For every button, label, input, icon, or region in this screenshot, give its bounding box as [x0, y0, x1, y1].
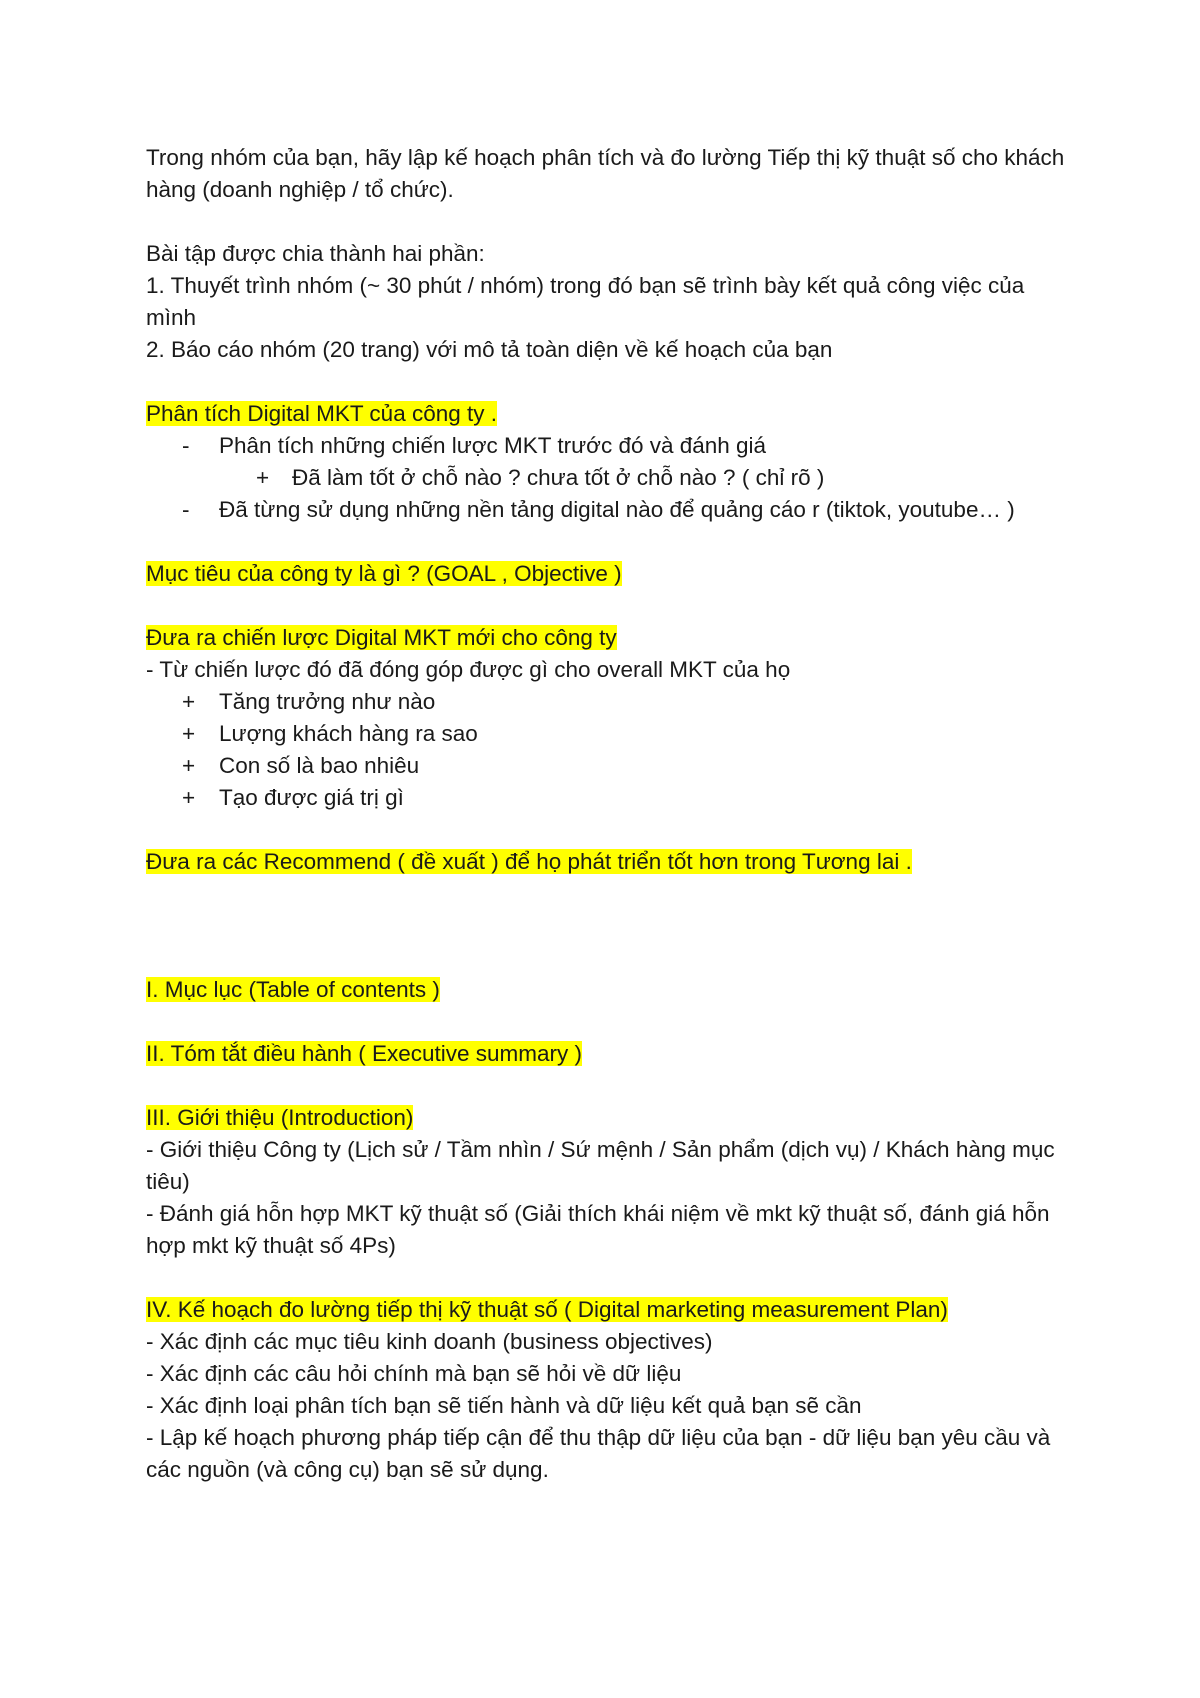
recommend-heading-text: Đưa ra các Recommend ( đề xuất ) để họ phát triển tốt hơn trong Tương lai .	[146, 849, 912, 874]
document-page	[146, 142, 1076, 1486]
plan-item: - Xác định các mục tiêu kinh doanh (business objectives)	[146, 1329, 713, 1354]
plan-heading	[146, 1294, 1076, 1326]
plan-item: - Lập kế hoạch phương pháp tiếp cận để thu thập dữ liệu của bạn - dữ liệu bạn yêu cầu và các nguồn (và công cụ) bạn sẽ sử dụng.	[146, 1425, 1051, 1482]
analysis-item-1-sub: Đã làm tốt ở chỗ nào ? chưa tốt ở chỗ nào ? ( chỉ rõ )	[292, 465, 825, 490]
part-2: 2. Báo cáo nhóm (20 trang) với mô tả toàn diện về kế hoạch của bạn	[146, 337, 833, 362]
intro-item-1: - Giới thiệu Công ty (Lịch sử / Tầm nhìn / Sứ mệnh / Sản phẩm (dịch vụ) / Khách hàng mục tiêu)	[146, 1137, 1055, 1194]
strategy-item: Tạo được giá trị gì	[219, 785, 404, 810]
plan-item: - Xác định các câu hỏi chính mà bạn sẽ hỏi về dữ liệu	[146, 1361, 682, 1386]
intro-item-2: - Đánh giá hỗn hợp MKT kỹ thuật số (Giải thích khái niệm về mkt kỹ thuật số, đánh giá hỗn hợp mkt kỹ thuật số 4Ps)	[146, 1201, 1050, 1258]
strategy-heading	[146, 622, 1076, 654]
analysis-heading	[146, 398, 1076, 430]
parts-title: Bài tập được chia thành hai phần:	[146, 241, 485, 266]
part-1: 1. Thuyết trình nhóm (~ 30 phút / nhóm) trong đó bạn sẽ trình bày kết quả công việc của mình	[146, 273, 1025, 330]
list-item	[146, 686, 1076, 718]
strategy-item: Con số là bao nhiêu	[219, 753, 420, 778]
list-item	[146, 494, 1076, 526]
plus-marker: +	[182, 753, 196, 778]
analysis-item-1: Phân tích những chiến lược MKT trước đó và đánh giá	[219, 433, 767, 458]
intro-paragraph: Trong nhóm của bạn, hãy lập kế hoạch phân tích và đo lường Tiếp thị kỹ thuật số cho khách hàng (doanh nghiệp / tổ chức).	[146, 145, 1065, 202]
toc-heading	[146, 974, 1076, 1006]
strategy-item: Tăng trưởng như nào	[219, 689, 436, 714]
intro-heading	[146, 1102, 1076, 1134]
exec-heading	[146, 1038, 1076, 1070]
strategy-heading-text: Đưa ra chiến lược Digital MKT mới cho công ty	[146, 625, 617, 650]
dash-marker: -	[182, 497, 190, 522]
strategy-item: Lượng khách hàng ra sao	[219, 721, 478, 746]
analysis-item-2: Đã từng sử dụng những nền tảng digital nào để quảng cáo r (tiktok, youtube… )	[219, 497, 1015, 522]
list-item	[146, 430, 1076, 462]
strategy-list	[146, 686, 1076, 814]
plus-marker: +	[182, 785, 196, 810]
list-item	[146, 750, 1076, 782]
dash-marker: -	[182, 433, 190, 458]
goal-heading-text: Mục tiêu của công ty là gì ? (GOAL , Objective )	[146, 561, 622, 586]
list-item	[146, 782, 1076, 814]
exec-heading-text: II. Tóm tắt điều hành ( Executive summary )	[146, 1041, 583, 1066]
plan-heading-text: IV. Kế hoạch đo lường tiếp thị kỹ thuật số ( Digital marketing measurement Plan)	[146, 1297, 948, 1322]
analysis-heading-text: Phân tích Digital MKT của công ty .	[146, 401, 498, 426]
goal-heading	[146, 558, 1076, 590]
recommend-heading	[146, 846, 1076, 878]
plus-marker: +	[182, 721, 196, 746]
list-item	[146, 462, 1076, 494]
plus-marker: +	[256, 465, 270, 490]
plan-item: - Xác định loại phân tích bạn sẽ tiến hành và dữ liệu kết quả bạn sẽ cần	[146, 1393, 862, 1418]
plus-marker: +	[182, 689, 196, 714]
list-item	[146, 718, 1076, 750]
toc-heading-text: I. Mục lục (Table of contents )	[146, 977, 440, 1002]
strategy-lead: - Từ chiến lược đó đã đóng góp được gì cho overall MKT của họ	[146, 657, 791, 682]
intro-heading-text: III. Giới thiệu (Introduction)	[146, 1105, 414, 1130]
analysis-list	[146, 430, 1076, 526]
